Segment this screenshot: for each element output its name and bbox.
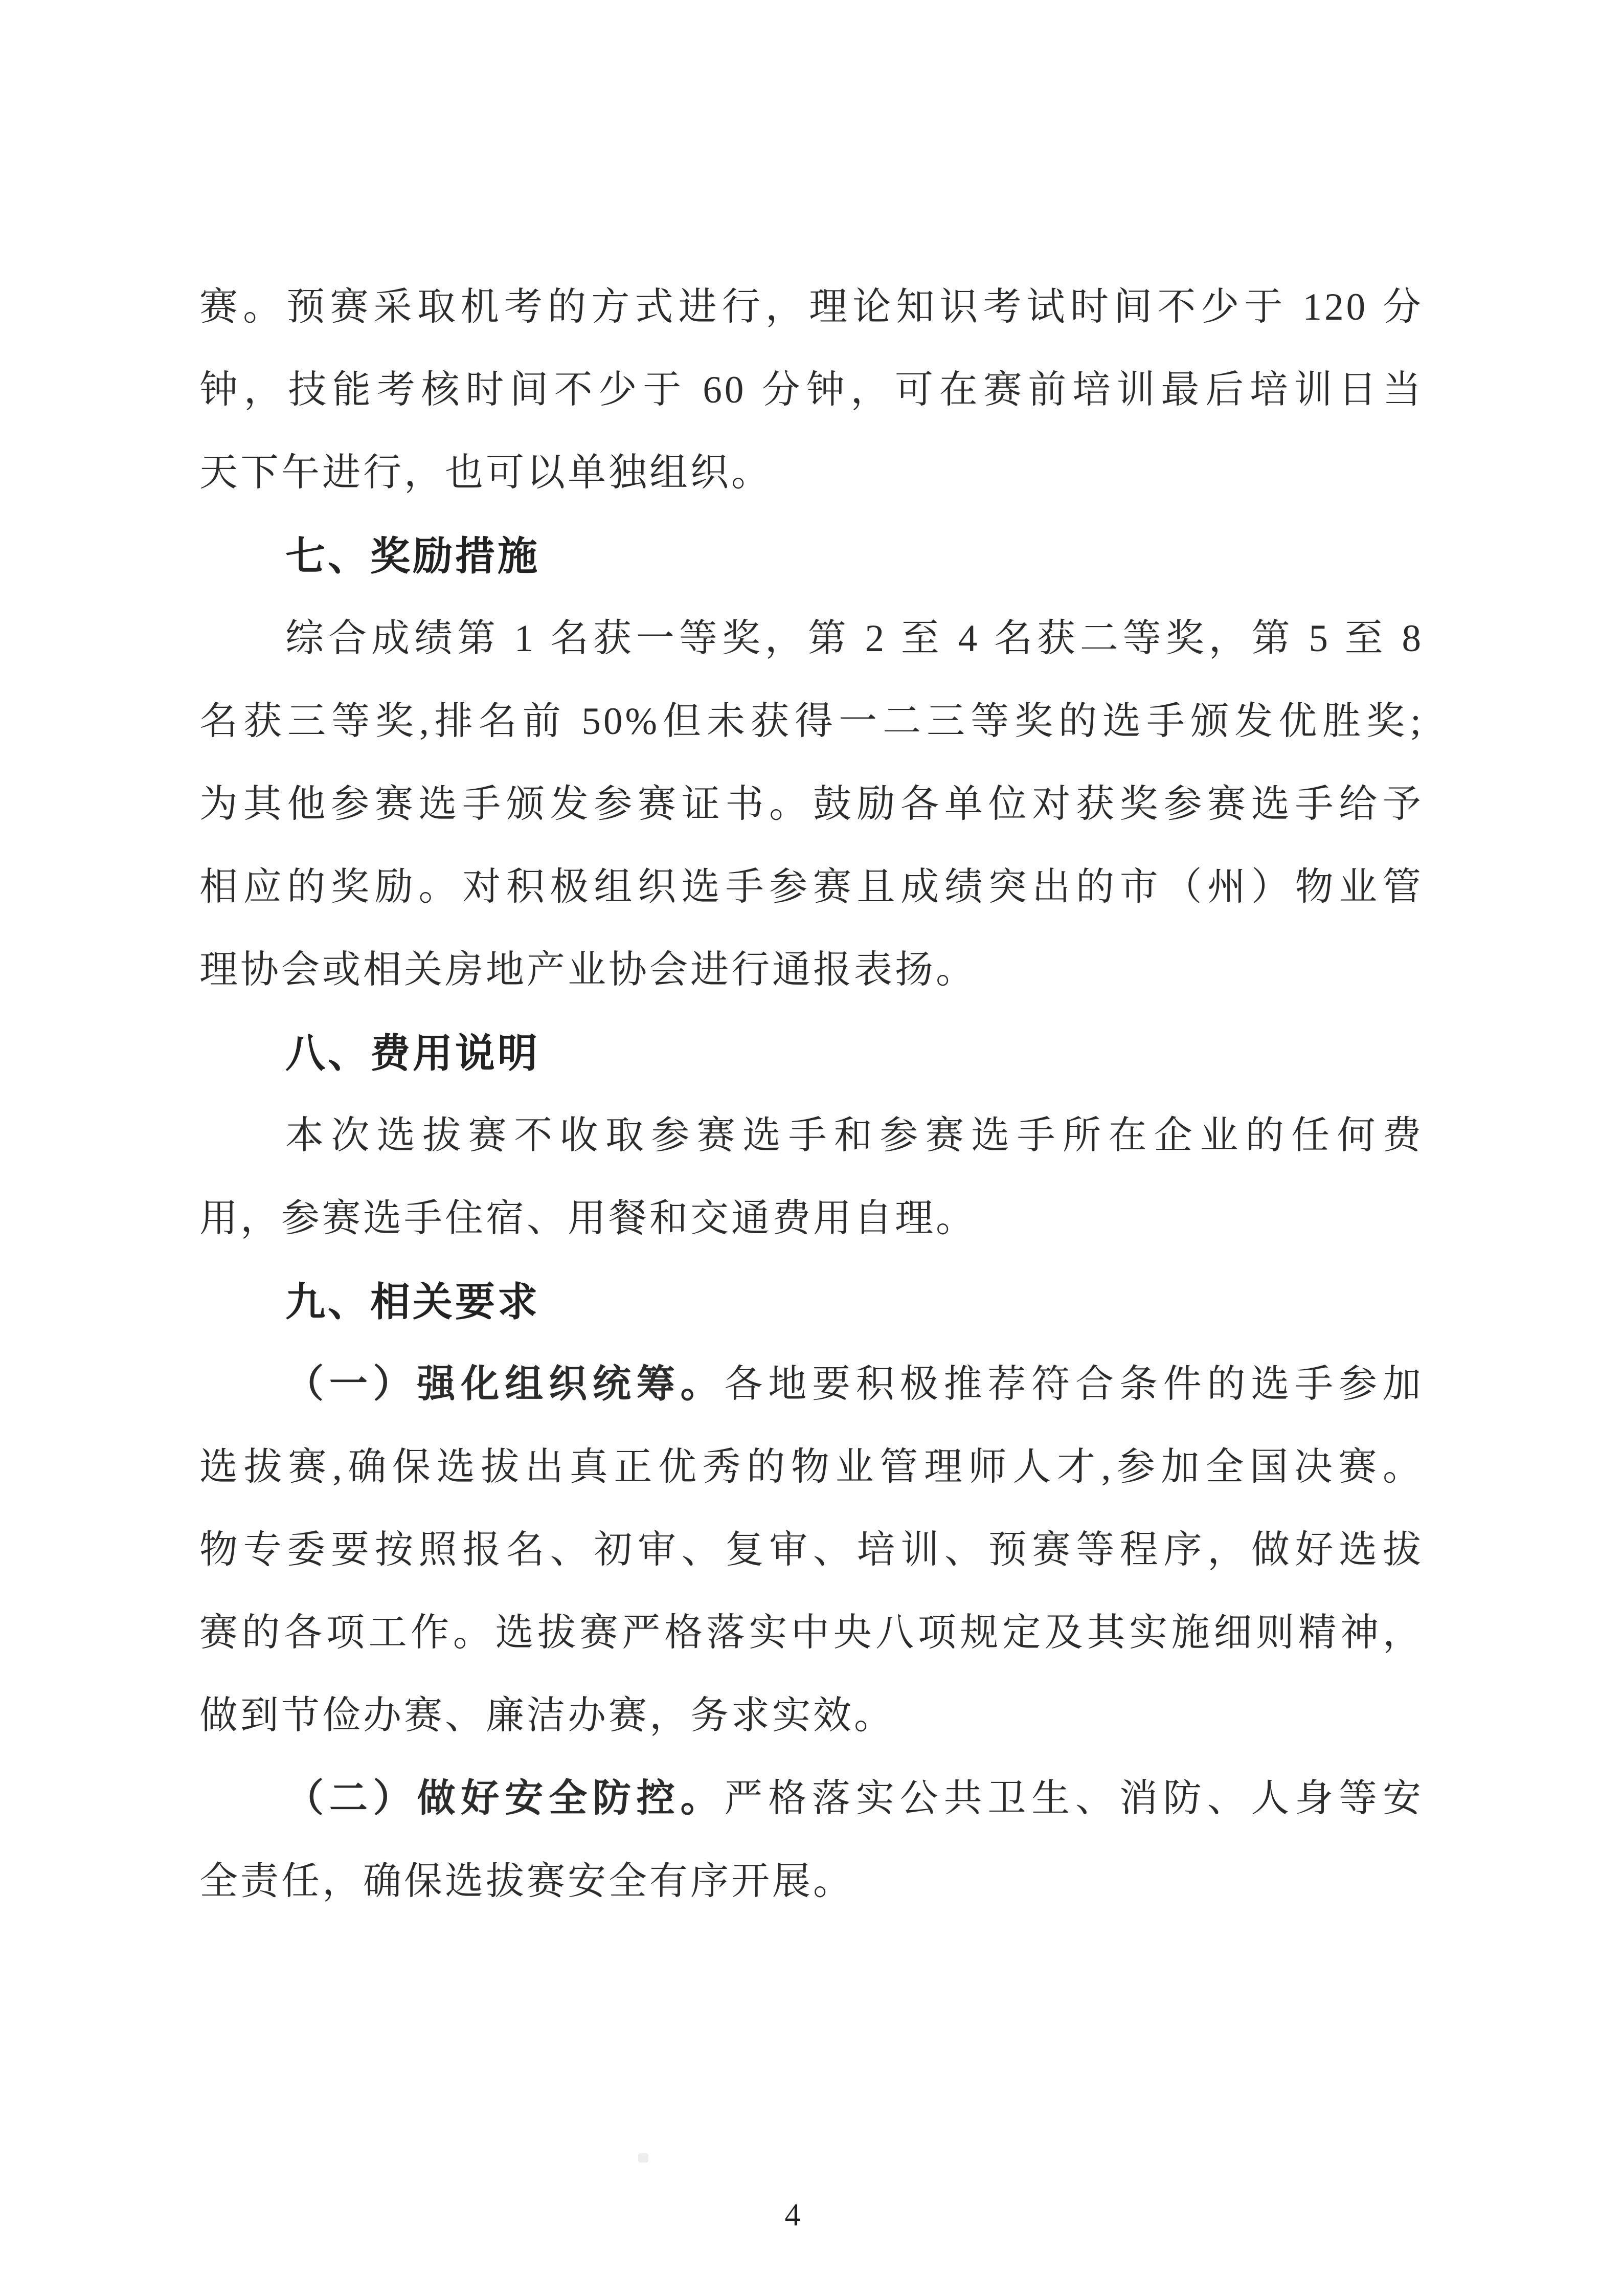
- text-line: [199, 1757, 1424, 1840]
- text-line: 名获三等奖,排名前 50%但未获得一二三等奖的选手颁发优胜奖;: [199, 700, 1424, 743]
- text-line: 本次选拔赛不收取参赛选手和参赛选手所在企业的任何费: [285, 1114, 1424, 1157]
- section-heading: 八、费用说明: [285, 1031, 540, 1076]
- scan-smudge: [638, 2153, 648, 2163]
- text-line: 全责任，确保选拔赛安全有序开展。: [199, 1860, 854, 1903]
- text-line: 物专委要按照报名、初审、复审、培训、预赛等程序，做好选拔: [199, 1529, 1424, 1571]
- document-text-block: [199, 266, 1424, 1923]
- text-line: 赛的各项工作。选拔赛严格落实中央八项规定及其实施细则精神，: [199, 1612, 1424, 1654]
- text-line: 理协会或相关房地产业协会进行通报表扬。: [199, 949, 977, 991]
- text-line: 综合成绩第 1 名获一等奖，第 2 至 4 名获二等奖，第 5 至 8: [285, 617, 1424, 660]
- bold-lead-in: （二）做好安全防控。: [285, 1777, 725, 1820]
- text-line: [199, 1343, 1424, 1426]
- section-heading: 七、奖励措施: [285, 533, 540, 578]
- text-line: 相应的奖励。对积极组织选手参赛且成绩突出的市（州）物业管: [199, 866, 1424, 908]
- section-heading: 九、相关要求: [285, 1279, 540, 1324]
- text-segment: 严格落实公共卫生、消防、人身等安: [724, 1777, 1424, 1820]
- text-line: 钟，技能考核时间不少于 60 分钟，可在赛前培训最后培训日当: [199, 369, 1424, 411]
- text-segment: 各地要积极推荐符合条件的选手参加: [724, 1363, 1424, 1406]
- text-line: 用，参赛选手住宿、用餐和交通费用自理。: [199, 1197, 977, 1240]
- text-line: 天下午进行，也可以单独组织。: [199, 452, 773, 494]
- text-line: 为其他参赛选手颁发参赛证书。鼓励各单位对获奖参赛选手给予: [199, 783, 1424, 826]
- page-number: 4: [784, 2198, 801, 2233]
- text-line: 做到节俭办赛、廉洁办赛，务求实效。: [199, 1695, 895, 1737]
- text-line: 选拔赛,确保选拔出真正优秀的物业管理师人才,参加全国决赛。: [199, 1446, 1424, 1488]
- bold-lead-in: （一）强化组织统筹。: [285, 1363, 725, 1406]
- text-line: 赛。预赛采取机考的方式进行，理论知识考试时间不少于 120 分: [199, 286, 1424, 328]
